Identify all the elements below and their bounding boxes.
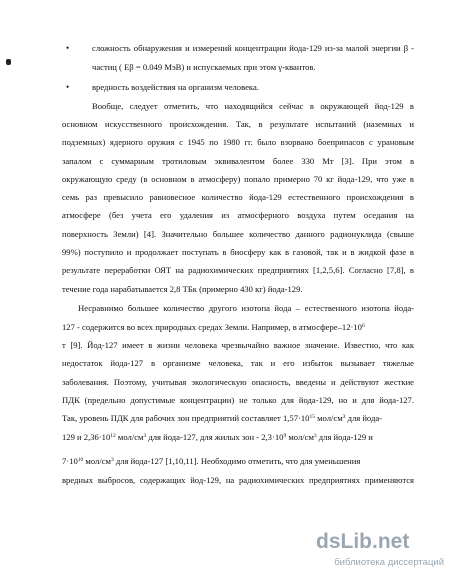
para2-text: для йода-127 [1,10,11]. Необходимо отметить, что для уменьшения — [113, 456, 361, 466]
exponent: 3 — [342, 414, 346, 420]
para1-line: течение года нарабатывается 2,8 ТБк (примерно 430 кг) йода-129. — [62, 284, 303, 294]
para1-line: основном искусственного происхождения. Так, в результате испытаний (наземных и — [62, 119, 414, 129]
para2-text: мол/см — [286, 432, 314, 442]
dslib-watermark — [316, 526, 444, 572]
para2-line: вредных выбросов, содержащих йод-129, на радиохимических предприятиях применяются — [62, 475, 414, 485]
exponent: 6 — [361, 323, 365, 329]
para1-line: подземных) ядерного оружия с 1945 по 1980 гг. было взорвано боеприпасов с урановым — [62, 137, 414, 147]
exponent: 3 — [143, 433, 147, 439]
para2-line: ПДК (предельно допустимые концентрации) не только для йода-129, но и для йода-127. — [62, 395, 414, 405]
para1-line: атмосфере (без учета его удаления из атмосферного воздуха путем оседания на — [62, 210, 414, 220]
exponent: 3 — [110, 457, 114, 463]
bullet-2: вредность воздействия на организм человека. — [92, 82, 259, 92]
exponent: 12 — [110, 433, 116, 439]
dslib-subtitle: библиотека диссертаций — [334, 557, 444, 568]
para1-line: семь раз превысило равновесное количество йода-129 естественного происхождения в — [62, 192, 414, 202]
para2-line: заболевания. Поэтому, учитывая экологическую опасность, введены и действуют жесткие — [62, 377, 414, 387]
dslib-logo — [316, 526, 444, 556]
para2-text: для йода-127, для жилых зон - 2,3·10 — [146, 432, 284, 442]
para2-text: 129 и 2,36·10 — [62, 432, 111, 442]
bullet-dot: • — [66, 43, 70, 53]
para2-text: 127 - содержится во всех природных средах Земли. Например, в атмосфере–12·10 — [62, 322, 362, 332]
exponent: 9 — [283, 433, 287, 439]
para1-line: запалом с суммарным тротиловым эквивалентом более 330 Мт [3]. При этом в — [62, 156, 414, 166]
para1-line: 99%) поступило и продолжает поступать в биосферу как в газовой, так и в жидкой фазе в — [62, 247, 414, 257]
exponent: 10 — [77, 457, 84, 463]
para2-text: 7·10 — [62, 456, 78, 466]
para2-line — [62, 322, 414, 333]
para2-line: т [9]. Йод-127 имеет в жизни человека чрезвычайно важное значение. Известно, что как — [62, 340, 414, 350]
exponent: 15 — [309, 414, 315, 420]
exponent: 3 — [313, 433, 317, 439]
para2-line — [62, 432, 414, 443]
para2-text: мол/см — [314, 413, 343, 423]
para2-text: для йода- — [345, 413, 383, 423]
para1-line: Вообще, следует отметить, что находящийся сейчас в окружающей йод-129 в — [92, 101, 414, 111]
para2-line: Несравнимо большее количество другого изотопа йода – естественного изотопа йода- — [78, 303, 414, 313]
para2-text: мол/см — [115, 432, 144, 442]
para2-text: для йода-129 и — [316, 432, 373, 442]
para1-line: окружающую среду (в основном в атмосферу) попало примерно 70 кг йода-129, что уже в — [62, 174, 414, 184]
bullet-dot: • — [66, 82, 70, 92]
para1-line: поверхность Земли) [4]. Значительно большее количество данного радионуклида (свыше — [62, 229, 414, 239]
para2-line — [62, 456, 414, 467]
bullet-1-line-1: сложность обнаружения и измерений концентрации йода-129 из-за малой энергии β - — [92, 43, 414, 53]
svg-text:dsLib.net: dsLib.net — [316, 530, 410, 553]
para2-line — [62, 413, 414, 424]
scan-margin-mark — [6, 59, 11, 65]
para2-text: Так, уровень ПДК для рабочих зон предприятий составляет 1,57·10 — [62, 413, 310, 423]
para2-line: недостаток йода-127 в организме человека, так и его избыток вызывает тяжелые — [62, 358, 414, 368]
para1-line: результате переработки ОЯТ на радиохимических предприятиях [1,2,5,6]. Согласно [7,8], в — [62, 265, 414, 275]
para2-text: мол/см — [83, 456, 111, 466]
bullet-1-line-2: частиц ( Eβ = 0.049 МэВ) и испускаемых при этом γ-квантов. — [92, 62, 316, 72]
